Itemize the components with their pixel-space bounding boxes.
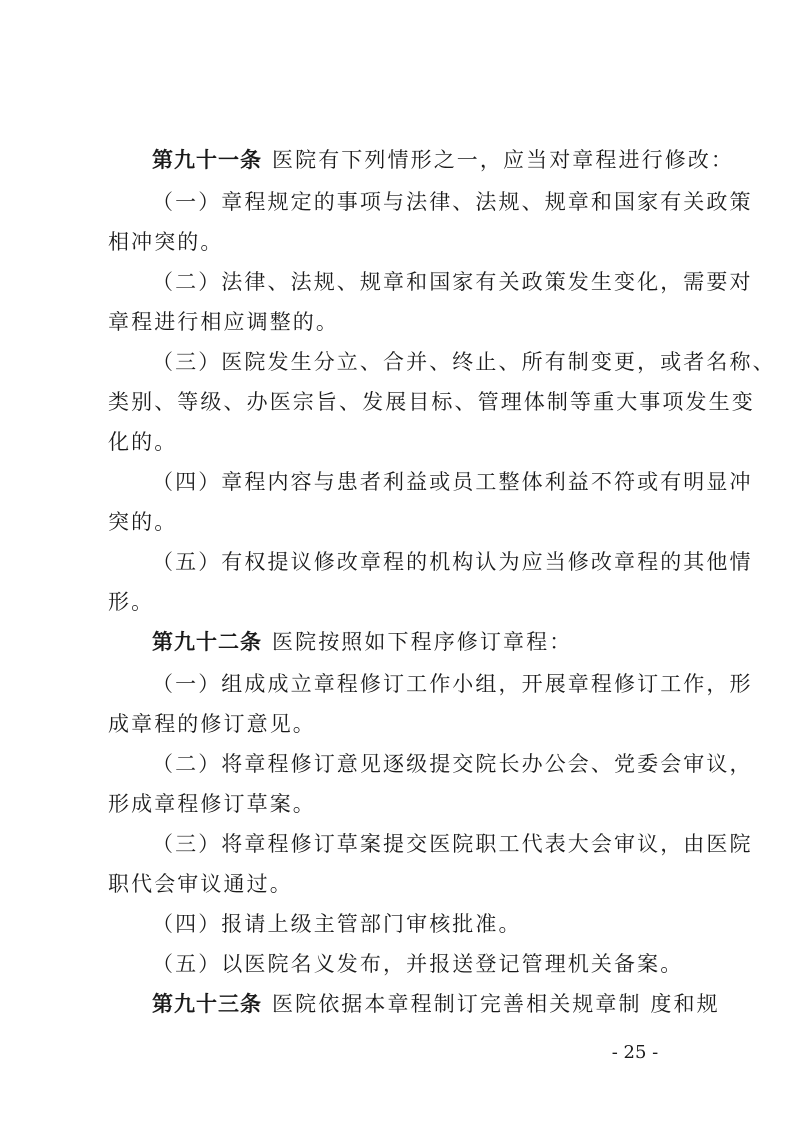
article-93-intro: 医院依据本章程制订完善相关规章制 度和规 (272, 992, 720, 1016)
article-91-intro: 医院有下列情形之一，应当对章程进行修改： (272, 148, 734, 172)
article-92-item-1-line-1: （一）组成成立章程修订工作小组，开展章程修订工作，形 (152, 672, 753, 696)
article-92-item-1-line-2: 成章程的修订意见。 (108, 712, 316, 736)
article-91-heading-line (152, 140, 734, 180)
article-92-intro: 医院按照如下程序修订章程： (272, 630, 573, 654)
article-91-item-4-line-2: 突的。 (108, 510, 178, 534)
article-91-item-3-line-1: （三）医院发生分立、合并、终止、所有制变更，或者名称、 (152, 350, 776, 374)
article-91-item-3-line-2: 类别、等级、办医宗旨、发展目标、管理体制等重大事项发生变 (108, 390, 755, 414)
article-92-title: 第九十二条 (152, 630, 262, 654)
article-92-item-5-line-1: （五）以医院名义发布，并报送登记管理机关备案。 (152, 952, 684, 976)
article-91-item-2-line-2: 章程进行相应调整的。 (108, 310, 339, 334)
article-91-item-4-line-1: （四）章程内容与患者利益或员工整体利益不符或有明显冲 (152, 470, 753, 494)
article-91-item-5-line-1: （五）有权提议修改章程的机构认为应当修改章程的其他情 (152, 550, 753, 574)
article-91-title: 第九十一条 (152, 148, 262, 172)
article-92-item-2-line-2: 形成章程修订草案。 (108, 792, 316, 816)
article-92-item-3-line-1: （三）将章程修订草案提交医院职工代表大会审议，由医院 (152, 832, 753, 856)
article-91-item-1-line-1: （一）章程规定的事项与法律、法规、规章和国家有关政策 (152, 190, 753, 214)
article-93-title: 第九十三条 (152, 992, 262, 1016)
article-92-item-2-line-1: （二）将章程修订意见逐级提交院长办公会、党委会审议， (152, 752, 753, 776)
page-number: - 25 - (611, 1042, 659, 1063)
article-91-item-2-line-1: （二）法律、法规、规章和国家有关政策发生变化，需要对 (152, 270, 753, 294)
article-92-heading-line (152, 622, 702, 662)
article-91-item-3-line-3: 化的。 (108, 430, 178, 454)
article-91-item-5-line-2: 形。 (108, 590, 155, 614)
article-92-item-4-line-1: （四）报请上级主管部门审核批准。 (152, 912, 522, 936)
article-93-heading-line (152, 984, 720, 1024)
article-91-item-1-line-2: 相冲突的。 (108, 230, 224, 254)
article-92-item-3-line-2: 职代会审议通过。 (108, 872, 293, 896)
